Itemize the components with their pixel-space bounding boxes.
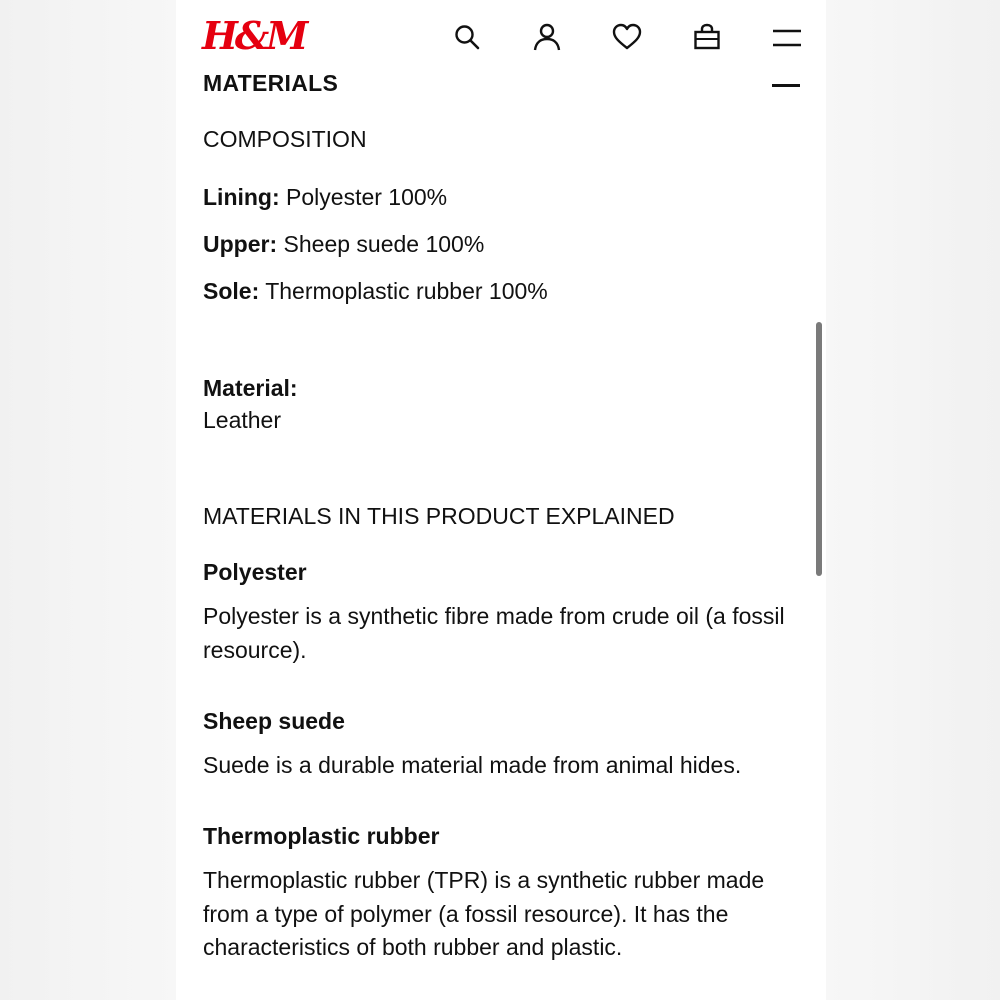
material-label: Material: [203,375,298,401]
account-icon[interactable] [530,20,564,54]
explained-heading: MATERIALS IN THIS PRODUCT EXPLAINED [203,503,675,529]
site-header [176,0,826,76]
material-name: Sheep suede [203,708,345,734]
hm-logo[interactable]: H&M [202,13,306,58]
material-description: Suede is a durable material made from animal hides. [203,752,742,778]
material-value: Leather [203,407,282,433]
background-left [0,0,176,1000]
product-page [176,0,826,1000]
section-title: MATERIALS [203,70,339,96]
material-description: Polyester is a synthetic fibre made from crude oil (a fossil resource). [203,603,785,663]
bag-icon[interactable] [690,20,724,54]
scrollbar[interactable] [816,322,822,576]
composition-label: Lining: [203,184,280,210]
heart-icon[interactable] [610,20,644,54]
search-icon[interactable] [450,20,484,54]
composition-label: Upper: [203,231,278,257]
material-description: Thermoplastic rubber (TPR) is a synthetic rubber made from a type of polymer (a fossil resource). It has the characteristics of both rubber and plastic. [203,867,765,960]
composition-item [203,275,548,308]
composition-item [203,228,484,261]
composition-value: Thermoplastic rubber 100% [265,278,548,304]
composition-heading: COMPOSITION [203,126,367,152]
material-name: Polyester [203,559,307,585]
composition-value: Sheep suede 100% [283,231,485,257]
composition-value: Polyester 100% [286,184,448,210]
background-right [826,0,1000,1000]
minus-icon[interactable] [772,84,800,87]
composition-item [203,181,447,214]
menu-icon[interactable] [770,20,804,54]
composition-label: Sole: [203,278,260,304]
material-name: Thermoplastic rubber [203,823,440,849]
